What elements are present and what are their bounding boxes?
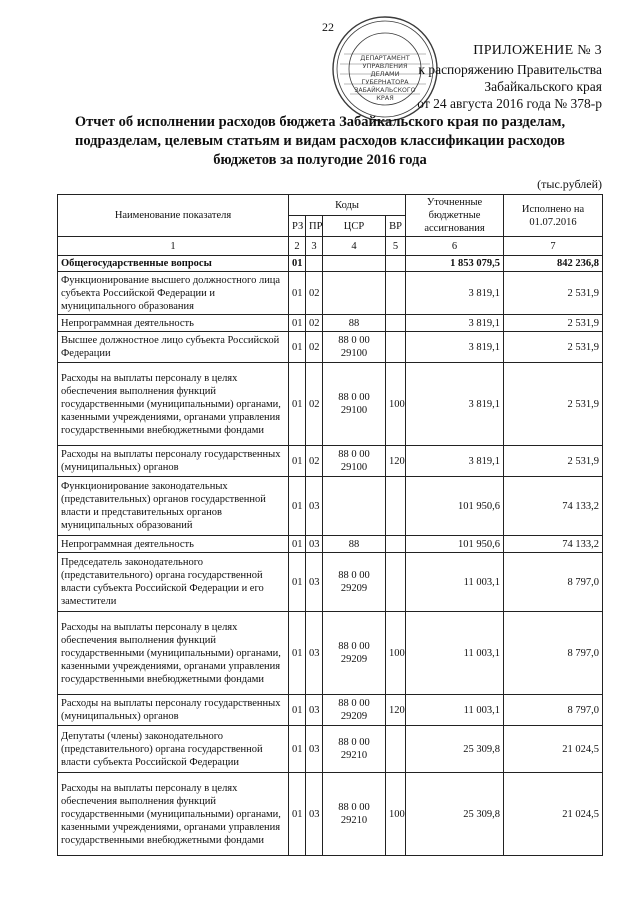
- cell-assigned: 101 950,6: [406, 477, 504, 536]
- page-number: 22: [322, 20, 334, 34]
- table-row: [58, 553, 603, 612]
- cell-vr: [386, 553, 406, 612]
- cell-vr: [386, 256, 406, 272]
- document-title: Отчет об исполнении расходов бюджета Забайкальского края по разделам, подразделам, целевым статьям и видам расходов классификации расходов бюджетов за полугодие 2016 года: [74, 114, 566, 168]
- cell-executed: 8 797,0: [504, 695, 603, 726]
- cell-pr: 02: [306, 446, 323, 477]
- unit-label: (тыс.рублей): [537, 177, 602, 191]
- cell-name: Высшее должностное лицо субъекта Российской Федерации: [58, 332, 289, 363]
- cell-assigned: 3 819,1: [406, 315, 504, 332]
- cell-csr: 88 0 00 29209: [323, 612, 386, 695]
- cell-csr: 88 0 00 29209: [323, 553, 386, 612]
- column-number: 3: [306, 237, 323, 256]
- appendix-block: [402, 42, 602, 112]
- cell-executed: 2 531,9: [504, 332, 603, 363]
- table-row: [58, 695, 603, 726]
- cell-vr: 120: [386, 695, 406, 726]
- appendix-line-1: к распоряжению Правительства: [418, 62, 602, 77]
- cell-csr: [323, 477, 386, 536]
- cell-name: Функционирование высшего должностного лица субъекта Российской Федерации и муниципального образования: [58, 272, 289, 315]
- cell-pr: 03: [306, 695, 323, 726]
- cell-name: Депутаты (члены) законодательного (представительного) органа государственной власти субъекта Российской Федерации: [58, 726, 289, 773]
- cell-assigned: 3 819,1: [406, 363, 504, 446]
- cell-assigned: 11 003,1: [406, 612, 504, 695]
- cell-name: Расходы на выплаты персоналу государственных (муниципальных) органов: [58, 695, 289, 726]
- cell-pr: [306, 256, 323, 272]
- cell-pr: 03: [306, 536, 323, 553]
- cell-assigned: 3 819,1: [406, 446, 504, 477]
- table-row: [58, 315, 603, 332]
- svg-text:УПРАВЛЕНИЯ: УПРАВЛЕНИЯ: [362, 62, 408, 70]
- cell-assigned: 3 819,1: [406, 332, 504, 363]
- header-rz: РЗ: [289, 216, 306, 237]
- column-number: 4: [323, 237, 386, 256]
- column-number: 1: [58, 237, 289, 256]
- header-csr: ЦСР: [323, 216, 386, 237]
- header-assigned: Уточненные бюджетные ассигнования: [406, 195, 504, 237]
- header-codes: Коды: [289, 195, 406, 216]
- appendix-line-3: от 24 августа 2016 года № 378-р: [417, 96, 602, 111]
- cell-rz: 01: [289, 272, 306, 315]
- cell-rz: 01: [289, 553, 306, 612]
- cell-csr: 88 0 00 29210: [323, 726, 386, 773]
- cell-csr: 88 0 00 29100: [323, 446, 386, 477]
- cell-csr: 88: [323, 536, 386, 553]
- cell-name: Расходы на выплаты персоналу в целях обеспечения выполнения функций государственными (муниципальными) органами, казенными учреждениями, органами управления государственными внебюджетными фондами: [58, 612, 289, 695]
- appendix-line-2: Забайкальского края: [484, 79, 602, 94]
- table-row: [58, 773, 603, 856]
- table-row: [58, 612, 603, 695]
- cell-executed: 21 024,5: [504, 773, 603, 856]
- cell-rz: 01: [289, 477, 306, 536]
- header-executed: Исполнено на 01.07.2016: [504, 195, 603, 237]
- cell-rz: 01: [289, 612, 306, 695]
- cell-vr: [386, 726, 406, 773]
- cell-executed: 74 133,2: [504, 536, 603, 553]
- cell-rz: 01: [289, 695, 306, 726]
- cell-executed: 2 531,9: [504, 272, 603, 315]
- cell-rz: 01: [289, 256, 306, 272]
- cell-pr: 03: [306, 773, 323, 856]
- table-body: [58, 256, 603, 856]
- cell-name: Непрограммная деятельность: [58, 536, 289, 553]
- cell-vr: [386, 477, 406, 536]
- cell-pr: 03: [306, 726, 323, 773]
- cell-rz: 01: [289, 773, 306, 856]
- cell-executed: 2 531,9: [504, 315, 603, 332]
- cell-vr: [386, 332, 406, 363]
- cell-csr: 88 0 00 29100: [323, 363, 386, 446]
- cell-name: Расходы на выплаты персоналу в целях обеспечения выполнения функций государственными (муниципальными) органами, казенными учреждениями, органами управления государственными внебюджетными фондами: [58, 363, 289, 446]
- cell-executed: 2 531,9: [504, 363, 603, 446]
- cell-executed: 74 133,2: [504, 477, 603, 536]
- table-row: [58, 726, 603, 773]
- cell-executed: 2 531,9: [504, 446, 603, 477]
- cell-csr: 88 0 00 29210: [323, 773, 386, 856]
- cell-csr: 88 0 00 29209: [323, 695, 386, 726]
- column-number: 5: [386, 237, 406, 256]
- column-number-row: [58, 237, 603, 256]
- cell-rz: 01: [289, 726, 306, 773]
- cell-csr: 88: [323, 315, 386, 332]
- column-number: 6: [406, 237, 504, 256]
- cell-assigned: 3 819,1: [406, 272, 504, 315]
- svg-text:КРАЯ: КРАЯ: [376, 94, 394, 102]
- cell-pr: 03: [306, 477, 323, 536]
- cell-executed: 8 797,0: [504, 612, 603, 695]
- svg-text:ЗАБАЙКАЛЬСКОГО: ЗАБАЙКАЛЬСКОГО: [354, 87, 416, 94]
- cell-rz: 01: [289, 315, 306, 332]
- svg-text:ДЕПАРТАМЕНТ: ДЕПАРТАМЕНТ: [360, 54, 410, 62]
- cell-vr: 100: [386, 773, 406, 856]
- cell-rz: 01: [289, 446, 306, 477]
- cell-vr: 100: [386, 612, 406, 695]
- svg-text:ГУБЕРНАТОРА: ГУБЕРНАТОРА: [361, 78, 409, 86]
- cell-name: Расходы на выплаты персоналу в целях обеспечения выполнения функций государственными (муниципальными) органами, казенными учреждениями, органами управления государственными внебюджетными фондами: [58, 773, 289, 856]
- cell-name: Непрограммная деятельность: [58, 315, 289, 332]
- appendix-title: ПРИЛОЖЕНИЕ № 3: [473, 43, 602, 58]
- cell-executed: 842 236,8: [504, 256, 603, 272]
- cell-assigned: 1 853 079,5: [406, 256, 504, 272]
- cell-pr: 02: [306, 363, 323, 446]
- cell-rz: 01: [289, 536, 306, 553]
- svg-text:ДЕЛАМИ: ДЕЛАМИ: [370, 70, 400, 78]
- cell-name: Расходы на выплаты персоналу государственных (муниципальных) органов: [58, 446, 289, 477]
- table-row: [58, 477, 603, 536]
- cell-rz: 01: [289, 363, 306, 446]
- column-number: 2: [289, 237, 306, 256]
- header-vr: ВР: [386, 216, 406, 237]
- cell-vr: [386, 315, 406, 332]
- table-row: [58, 272, 603, 315]
- table-row: [58, 536, 603, 553]
- cell-pr: 02: [306, 315, 323, 332]
- cell-executed: 8 797,0: [504, 553, 603, 612]
- cell-csr: [323, 272, 386, 315]
- cell-pr: 03: [306, 553, 323, 612]
- cell-assigned: 25 309,8: [406, 726, 504, 773]
- cell-rz: 01: [289, 332, 306, 363]
- cell-assigned: 101 950,6: [406, 536, 504, 553]
- cell-vr: 100: [386, 363, 406, 446]
- cell-pr: 03: [306, 612, 323, 695]
- cell-assigned: 25 309,8: [406, 773, 504, 856]
- cell-csr: [323, 256, 386, 272]
- column-number: 7: [504, 237, 603, 256]
- table-row: [58, 446, 603, 477]
- cell-csr: 88 0 00 29100: [323, 332, 386, 363]
- cell-vr: [386, 272, 406, 315]
- table-row: [58, 256, 603, 272]
- cell-name: Общегосударственные вопросы: [58, 256, 289, 272]
- budget-table: [57, 194, 603, 856]
- header-pr: ПР: [306, 216, 323, 237]
- table-row: [58, 363, 603, 446]
- cell-vr: [386, 536, 406, 553]
- cell-pr: 02: [306, 272, 323, 315]
- cell-executed: 21 024,5: [504, 726, 603, 773]
- table-row: [58, 332, 603, 363]
- cell-vr: 120: [386, 446, 406, 477]
- header-name: Наименование показателя: [58, 195, 289, 237]
- cell-name: Председатель законодательного (представительного) органа государственной власти субъекта Российской Федерации и его заместители: [58, 553, 289, 612]
- cell-assigned: 11 003,1: [406, 553, 504, 612]
- cell-name: Функционирование законодательных (представительных) органов государственной власти и представительных органов муниципальных образований: [58, 477, 289, 536]
- cell-assigned: 11 003,1: [406, 695, 504, 726]
- cell-pr: 02: [306, 332, 323, 363]
